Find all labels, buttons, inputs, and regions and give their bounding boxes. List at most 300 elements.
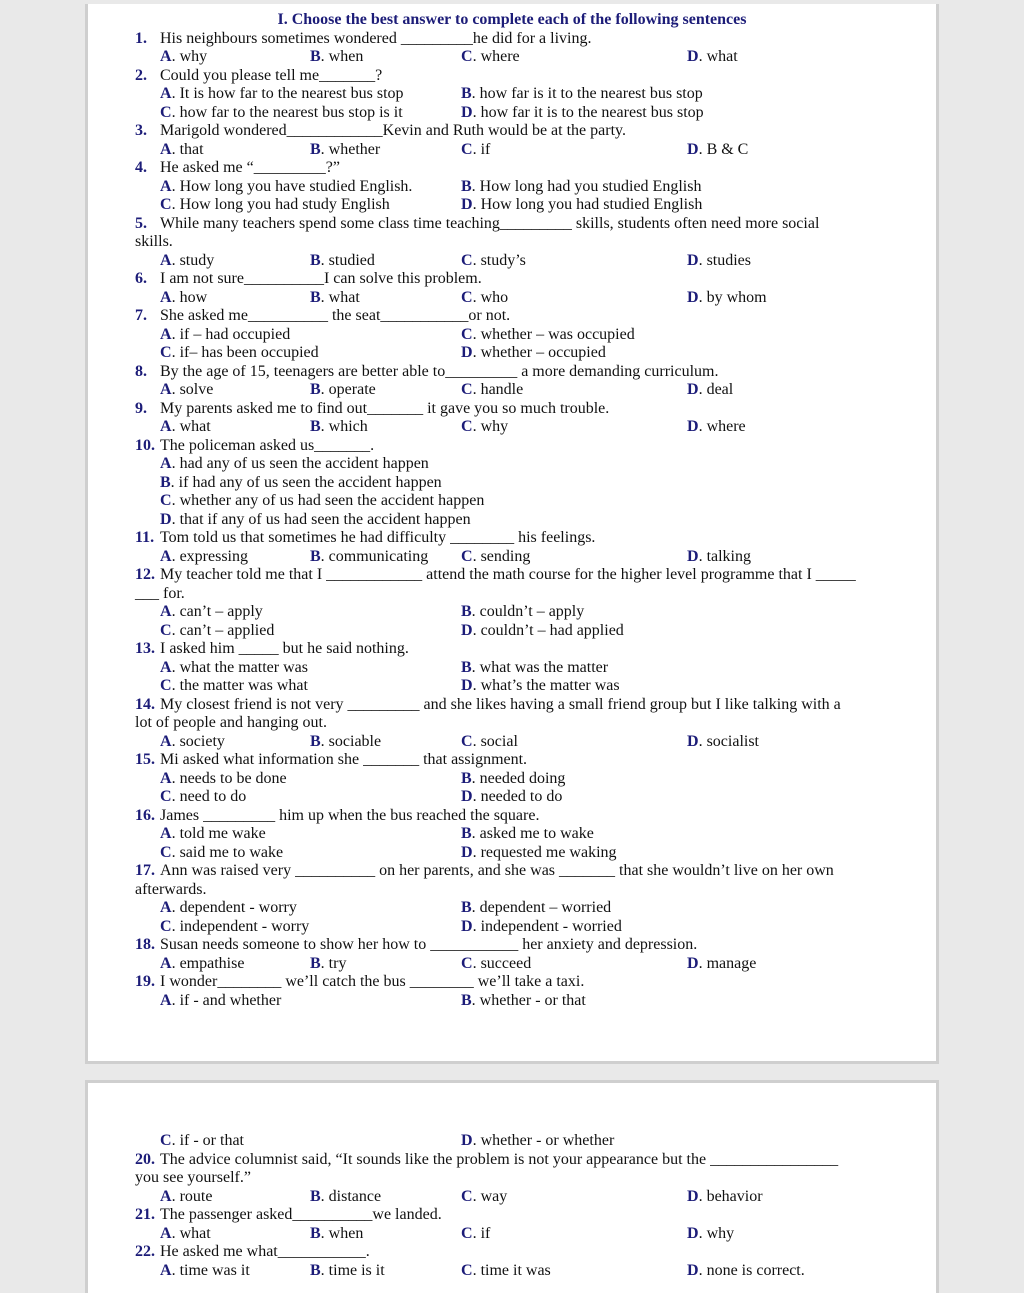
answer-option	[461, 85, 703, 104]
option-text: can’t – apply	[179, 603, 263, 620]
answer-option	[461, 1188, 507, 1207]
answer-option	[461, 326, 635, 345]
question-number: 10.	[135, 436, 155, 454]
option-dot: .	[471, 991, 480, 1009]
option-letter: B	[310, 48, 321, 65]
option-text: why	[706, 1224, 735, 1242]
option-dot: .	[320, 140, 329, 158]
option-dot: .	[698, 288, 707, 306]
option-letter: C	[461, 1261, 473, 1279]
option-text: what	[179, 418, 211, 435]
option-dot: .	[171, 381, 180, 398]
question-number: 6.	[135, 270, 147, 287]
answer-option	[461, 992, 586, 1011]
option-dot: .	[171, 325, 180, 343]
answer-option	[461, 733, 518, 752]
question-number: 12.	[135, 566, 155, 583]
option-text: needs to be done	[179, 769, 287, 787]
option-letter: A	[160, 1187, 172, 1205]
option-text: needed doing	[479, 769, 566, 787]
option-dot: .	[471, 769, 480, 787]
option-letter: D	[687, 1187, 699, 1205]
option-letter: C	[160, 788, 172, 805]
option-letter: D	[160, 510, 172, 528]
answer-option	[461, 955, 531, 974]
answer-option	[160, 1132, 244, 1151]
option-letter: C	[461, 140, 473, 158]
option-dot: .	[171, 455, 180, 472]
option-text: asked me to wake	[479, 825, 594, 842]
answer-option	[461, 141, 490, 160]
option-letter: D	[687, 732, 699, 750]
option-letter: B	[310, 251, 321, 269]
option-text: if – had occupied	[179, 325, 291, 343]
answer-option	[687, 418, 746, 437]
option-text: if - and whether	[179, 991, 282, 1009]
answer-option	[461, 104, 704, 123]
option-text: talking	[706, 547, 751, 565]
option-text: what	[328, 288, 360, 306]
question-stem: Tom told us that sometimes he had difficulty ________ his feelings.	[160, 529, 596, 546]
option-letter: D	[687, 418, 699, 435]
option-letter: C	[461, 251, 473, 269]
question-stem: My closest friend is not very _________ and she likes having a small friend group but I like talking with a	[160, 695, 841, 713]
option-letter: A	[160, 381, 172, 398]
question-stem: Susan needs someone to show her how to ___________ her anxiety and depression.	[160, 936, 698, 953]
option-dot: .	[171, 418, 180, 435]
option-text: when	[328, 48, 364, 65]
option-letter: B	[461, 658, 472, 676]
option-text: whether any of us had seen the accident happen	[179, 492, 485, 509]
option-text: independent - worry	[179, 917, 310, 935]
answer-option	[160, 844, 283, 863]
answer-option	[687, 1188, 763, 1207]
option-text: sociable	[328, 732, 382, 750]
option-letter: A	[160, 658, 172, 676]
option-letter: D	[687, 381, 699, 398]
option-dot: .	[171, 732, 180, 750]
option-letter: A	[160, 825, 172, 842]
answer-option	[461, 289, 508, 308]
answer-option	[687, 1262, 805, 1281]
option-dot: .	[171, 547, 180, 565]
option-dot: .	[698, 418, 707, 435]
answer-option	[687, 381, 733, 400]
option-letter: A	[160, 288, 172, 306]
option-letter: A	[160, 455, 172, 472]
option-text: time it was	[480, 1261, 551, 1279]
option-dot: .	[171, 603, 180, 620]
answer-option	[461, 196, 702, 215]
option-dot: .	[472, 677, 481, 694]
question-number: 19.	[135, 973, 155, 990]
option-text: deal	[706, 381, 734, 398]
answer-option	[160, 918, 309, 937]
answer-option	[461, 603, 584, 622]
option-letter: B	[310, 1187, 321, 1205]
option-letter: C	[461, 288, 473, 306]
option-letter: D	[461, 843, 473, 861]
option-dot: .	[171, 1132, 180, 1149]
option-dot: .	[320, 1187, 329, 1205]
option-dot: .	[171, 621, 180, 639]
option-text: communicating	[328, 547, 429, 565]
option-text: how	[179, 288, 208, 306]
option-letter: B	[310, 418, 321, 435]
option-text: study	[179, 251, 215, 269]
exercise-title: I. Choose the best answer to complete each of the following sentences	[277, 11, 747, 28]
option-dot: .	[171, 344, 180, 361]
option-dot: .	[171, 1187, 180, 1205]
answer-option	[160, 788, 246, 807]
option-dot: .	[171, 196, 180, 213]
option-dot: .	[171, 177, 180, 195]
option-letter: C	[461, 1224, 473, 1242]
option-letter: C	[160, 1132, 172, 1149]
answer-option	[160, 992, 281, 1011]
question-stem-continued: ___ for.	[135, 584, 185, 602]
option-dot: .	[471, 658, 480, 676]
answer-option	[461, 918, 622, 937]
question-number: 21.	[135, 1206, 155, 1223]
option-text: what’s the matter was	[480, 677, 620, 694]
option-dot: .	[320, 1261, 329, 1279]
answer-option	[310, 252, 375, 271]
option-letter: A	[160, 1261, 172, 1279]
answer-option	[160, 622, 274, 641]
answer-option	[160, 548, 248, 567]
question-stem: The passenger asked__________we landed.	[160, 1206, 442, 1223]
option-letter: A	[160, 251, 172, 269]
answer-option	[160, 603, 263, 622]
question-number: 15.	[135, 751, 155, 768]
answer-option	[310, 1188, 381, 1207]
question-stem: I asked him _____ but he said nothing.	[160, 640, 409, 657]
option-text: succeed	[480, 954, 532, 972]
option-text: B & C	[706, 140, 749, 158]
option-text: time was it	[179, 1261, 250, 1279]
answer-option	[160, 955, 244, 974]
option-text: manage	[706, 954, 757, 972]
answer-option	[310, 733, 381, 752]
option-text: whether - or that	[479, 991, 586, 1009]
option-letter: B	[461, 825, 472, 842]
option-text: needed to do	[480, 788, 563, 805]
option-letter: C	[461, 48, 473, 65]
option-text: where	[706, 418, 746, 435]
option-letter: D	[461, 621, 473, 639]
option-dot: .	[472, 954, 481, 972]
option-text: whether - or whether	[480, 1132, 615, 1149]
option-dot: .	[171, 677, 180, 694]
option-text: empathise	[179, 954, 245, 972]
answer-option	[461, 788, 562, 807]
option-letter: D	[461, 196, 473, 213]
option-letter: A	[160, 769, 172, 787]
option-letter: D	[461, 103, 473, 121]
option-letter: D	[687, 140, 699, 158]
option-letter: A	[160, 48, 172, 65]
option-dot: .	[171, 510, 180, 528]
option-text: socialist	[706, 732, 759, 750]
option-letter: C	[461, 381, 473, 398]
option-letter: D	[687, 1261, 699, 1279]
option-text: couldn’t – had applied	[480, 621, 624, 639]
option-dot: .	[698, 547, 707, 565]
answer-option	[160, 1262, 250, 1281]
option-text: if	[480, 1224, 491, 1242]
question-stem: He asked me “_________?”	[160, 159, 340, 176]
answer-option	[310, 1262, 385, 1281]
option-dot: .	[320, 251, 329, 269]
option-letter: D	[687, 288, 699, 306]
question-stem: James _________ him up when the bus reached the square.	[160, 806, 540, 824]
option-text: solve	[179, 381, 214, 398]
option-dot: .	[472, 917, 481, 935]
option-text: whether – occupied	[480, 344, 606, 361]
option-letter: B	[461, 85, 472, 102]
option-letter: A	[160, 418, 172, 435]
option-text: what the matter was	[179, 658, 308, 676]
option-dot: .	[472, 140, 481, 158]
option-letter: C	[160, 621, 172, 639]
option-text: dependent – worried	[479, 899, 612, 916]
answer-option	[310, 1225, 363, 1244]
option-letter: C	[461, 325, 473, 343]
answer-option	[160, 252, 214, 271]
question-stem: The policeman asked us_______.	[160, 436, 375, 454]
option-letter: A	[160, 547, 172, 565]
answer-option	[461, 1132, 614, 1151]
answer-option	[160, 381, 213, 400]
answer-option	[461, 548, 530, 567]
option-letter: C	[461, 418, 473, 435]
option-letter: A	[160, 140, 172, 158]
answer-option	[461, 1262, 551, 1281]
answer-option	[687, 252, 751, 271]
option-letter: D	[687, 48, 699, 65]
option-dot: .	[472, 325, 481, 343]
option-text: studied	[328, 251, 375, 269]
option-dot: .	[472, 1132, 481, 1149]
option-letter: A	[160, 177, 172, 195]
answer-option	[160, 492, 484, 511]
option-dot: .	[698, 1261, 707, 1279]
option-text: how far it is to the nearest bus stop	[480, 103, 704, 121]
option-letter: C	[160, 196, 172, 213]
option-letter: B	[310, 1261, 321, 1279]
option-dot: .	[320, 547, 329, 565]
option-text: where	[480, 48, 520, 65]
option-text: social	[480, 732, 518, 750]
option-text: the matter was what	[179, 677, 308, 694]
option-dot: .	[698, 1187, 707, 1205]
answer-option	[160, 85, 404, 104]
option-dot: .	[698, 954, 707, 972]
answer-option	[687, 48, 738, 67]
option-text: how far to the nearest bus stop is it	[179, 103, 403, 121]
option-text: try	[328, 954, 347, 972]
question-stem: Ann was raised very __________ on her parents, and she was _______ that she wouldn’t live on her own	[160, 862, 834, 879]
option-text: that if any of us had seen the accident happen	[179, 510, 471, 528]
option-text: by whom	[706, 288, 767, 306]
question-number: 16.	[135, 806, 155, 824]
answer-option	[160, 1225, 211, 1244]
answer-option	[160, 196, 390, 215]
option-dot: .	[171, 48, 180, 65]
answer-option	[461, 659, 608, 678]
answer-option	[687, 289, 767, 308]
option-dot: .	[171, 825, 180, 842]
option-text: who	[480, 288, 509, 306]
answer-option	[461, 418, 508, 437]
option-text: which	[328, 418, 368, 435]
question-stem: My teacher told me that I ____________ attend the math course for the higher level programme that I _____	[160, 566, 856, 583]
option-text: what was the matter	[479, 658, 609, 676]
option-text: route	[179, 1187, 213, 1205]
option-letter: B	[310, 547, 321, 565]
option-letter: C	[461, 547, 473, 565]
answer-option	[160, 733, 225, 752]
option-text: if had any of us seen the accident happen	[178, 473, 442, 491]
question-stem: While many teachers spend some class time teaching_________ skills, students often need more social	[160, 214, 820, 232]
option-dot: .	[472, 843, 481, 861]
option-letter: D	[461, 788, 473, 805]
answer-option	[461, 252, 526, 271]
option-dot: .	[698, 732, 707, 750]
option-text: study’s	[480, 251, 526, 269]
option-letter: A	[160, 85, 172, 102]
option-text: sending	[480, 547, 531, 565]
option-dot: .	[471, 899, 480, 916]
option-letter: B	[461, 899, 472, 916]
option-text: time is it	[328, 1261, 385, 1279]
answer-option	[687, 955, 756, 974]
option-letter: B	[310, 1224, 321, 1242]
option-text: if– has been occupied	[179, 344, 319, 361]
answer-option	[160, 48, 207, 67]
question-stem-continued: lot of people and hanging out.	[135, 714, 327, 731]
question-stem: I wonder________ we’ll catch the bus ________ we’ll take a taxi.	[160, 973, 585, 990]
option-dot: .	[471, 177, 480, 195]
option-text: what	[706, 48, 738, 65]
option-letter: B	[310, 381, 321, 398]
option-dot: .	[472, 547, 481, 565]
option-dot: .	[320, 732, 329, 750]
option-text: if	[480, 140, 491, 158]
answer-option	[160, 770, 287, 789]
question-stem: Mi asked what information she _______ that assignment.	[160, 751, 528, 768]
option-text: whether	[328, 140, 381, 158]
option-letter: B	[310, 288, 321, 306]
option-text: How long you had study English	[179, 196, 390, 213]
option-letter: B	[310, 954, 321, 972]
answer-option	[461, 381, 523, 400]
answer-option	[461, 844, 617, 863]
option-dot: .	[698, 140, 707, 158]
option-dot: .	[472, 48, 481, 65]
option-dot: .	[320, 48, 329, 65]
option-text: what	[179, 1224, 211, 1242]
option-letter: A	[160, 991, 172, 1009]
question-number: 7.	[135, 307, 147, 324]
question-stem-continued: afterwards.	[135, 880, 207, 898]
option-letter: C	[461, 1187, 473, 1205]
option-letter: B	[160, 473, 171, 491]
answer-option	[310, 548, 428, 567]
answer-option	[160, 344, 319, 363]
option-dot: .	[320, 1224, 329, 1242]
question-number: 20.	[135, 1150, 155, 1168]
option-letter: B	[310, 732, 321, 750]
option-letter: C	[160, 917, 172, 935]
option-dot: .	[472, 621, 481, 639]
answer-option	[461, 622, 624, 641]
option-letter: C	[160, 677, 172, 694]
question-number: 22.	[135, 1243, 155, 1260]
answer-option	[461, 677, 620, 696]
option-text: said me to wake	[179, 843, 284, 861]
question-stem: She asked me__________ the seat___________or not.	[160, 307, 511, 324]
answer-option	[687, 141, 748, 160]
option-dot: .	[171, 991, 180, 1009]
option-letter: C	[160, 344, 172, 361]
answer-option	[160, 289, 207, 308]
answer-option	[160, 825, 266, 844]
option-dot: .	[472, 288, 481, 306]
question-number: 5.	[135, 214, 147, 232]
option-dot: .	[472, 418, 481, 435]
option-text: why	[179, 48, 208, 65]
option-text: studies	[706, 251, 752, 269]
answer-option	[461, 1225, 490, 1244]
question-number: 13.	[135, 640, 155, 657]
option-letter: D	[687, 251, 699, 269]
option-letter: D	[461, 1132, 473, 1149]
answer-option	[160, 474, 442, 493]
option-letter: A	[160, 954, 172, 972]
option-dot: .	[171, 769, 180, 787]
option-dot: .	[472, 732, 481, 750]
option-letter: B	[461, 177, 472, 195]
option-text: expressing	[179, 547, 248, 565]
answer-option	[160, 659, 308, 678]
question-stem: His neighbours sometimes wondered _________he did for a living.	[160, 29, 592, 47]
option-text: had any of us seen the accident happen	[179, 455, 429, 472]
answer-option	[160, 899, 297, 918]
answer-option	[310, 289, 360, 308]
option-dot: .	[171, 1224, 180, 1242]
option-dot: .	[698, 1224, 707, 1242]
answer-option	[687, 733, 759, 752]
answer-option	[160, 1188, 212, 1207]
option-letter: D	[687, 1224, 699, 1242]
option-dot: .	[171, 85, 180, 102]
option-letter: D	[461, 344, 473, 361]
option-dot: .	[472, 196, 481, 213]
option-text: requested me waking	[480, 843, 617, 861]
answer-option	[310, 48, 363, 67]
question-stem-continued: skills.	[135, 233, 173, 250]
option-text: way	[480, 1187, 508, 1205]
option-dot: .	[170, 473, 179, 491]
option-text: told me wake	[179, 825, 266, 842]
option-dot: .	[698, 381, 707, 398]
option-letter: B	[461, 603, 472, 620]
option-dot: .	[472, 1261, 481, 1279]
option-letter: D	[687, 547, 699, 565]
option-letter: A	[160, 899, 172, 916]
